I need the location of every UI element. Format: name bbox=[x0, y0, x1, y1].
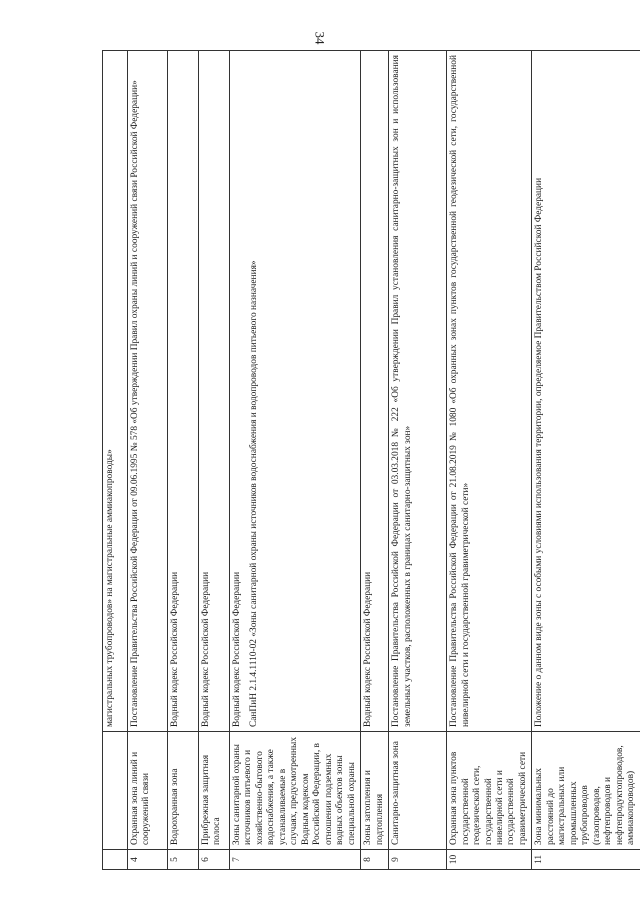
legal-basis: Положение о данном виде зоны с особыми условиями использования территории, определяемое Правительством Российской Федерации bbox=[532, 51, 640, 732]
legal-basis: Водный кодекс Российской Федерации bbox=[199, 51, 230, 732]
row-number: 5 bbox=[168, 850, 199, 870]
table-cell bbox=[103, 732, 128, 850]
zone-name: Охранная зона пунктов государственной геодезической сети, государственной нивелирной сети и государственной гравиметрической сети bbox=[447, 732, 532, 850]
zones-table bbox=[102, 50, 640, 870]
legal-basis: Постановление Правительства Российской Федерации от 03.03.2018 № 222 «Об утверждении Правил установления санитарно-защитных зон и использования земельных участков, расположенных в границах санитарно-защитных зон» bbox=[389, 51, 447, 732]
table-row bbox=[128, 51, 168, 870]
row-number: 7 bbox=[230, 850, 361, 870]
rotated-table-container bbox=[102, 50, 637, 870]
zone-name: Зона минимальных расстояний до магистральных или промышленных трубопроводов (газопроводов, нефтепроводов и нефтепродуктопроводов, аммиакопроводов) bbox=[532, 732, 640, 850]
zone-name: Охранная зона линий и сооружений связи bbox=[128, 732, 168, 850]
zone-name: Зоны затопления и подтопления bbox=[361, 732, 389, 850]
zone-name: Зоны санитарной охраны источников питьевого и хозяйственно-бытового водоснабжения, а также устанавливаемые в случаях, предусмотренных Водным кодексом Российской Федерации, в отношении подземных водных объектов зоны специальной охраны bbox=[230, 732, 361, 850]
legal-basis: Водный кодекс Российской Федерации bbox=[168, 51, 199, 732]
row-number: 8 bbox=[361, 850, 389, 870]
table-row bbox=[199, 51, 230, 870]
table-cell bbox=[103, 850, 128, 870]
legal-basis: Постановление Правительства Российской Федерации от 21.08.2019 № 1080 «Об охранных зонах пунктов государственной геодезической сети, государственной нивелирной сети и государственной гравиметрической сети» bbox=[447, 51, 532, 732]
table-row bbox=[103, 51, 128, 870]
table-row bbox=[389, 51, 447, 870]
row-number: 11 bbox=[532, 850, 640, 870]
legal-basis: Постановление Правительства Российской Федерации от 09.06.1995 № 578 «Об утверждении Правил охраны линий и сооружений связи Российской Федерации» bbox=[128, 51, 168, 732]
table-row bbox=[168, 51, 199, 870]
page-number-text: 34 bbox=[312, 31, 328, 45]
zone-name: Водоохранная зона bbox=[168, 732, 199, 850]
row-number: 4 bbox=[128, 850, 168, 870]
zone-name: Санитарно-защитная зона bbox=[389, 732, 447, 850]
row-number: 6 bbox=[199, 850, 230, 870]
legal-basis: Водный кодекс Российской Федерации СанПиН 2.1.4.1110-02 «Зоны санитарной охраны источников водоснабжения и водопроводов питьевого назначения» bbox=[230, 51, 361, 732]
row-number: 9 bbox=[389, 850, 447, 870]
table-row bbox=[532, 51, 640, 870]
table-row bbox=[447, 51, 532, 870]
row-number: 10 bbox=[447, 850, 532, 870]
table-row bbox=[361, 51, 389, 870]
page-number bbox=[0, 30, 640, 48]
legal-basis: Водный кодекс Российской Федерации bbox=[361, 51, 389, 732]
zone-name: Прибрежная защитная полоса bbox=[199, 732, 230, 850]
first-row-text: магистральных трубопроводов» на магистральные аммиакопроводы» bbox=[103, 51, 128, 732]
table-row bbox=[230, 51, 361, 870]
